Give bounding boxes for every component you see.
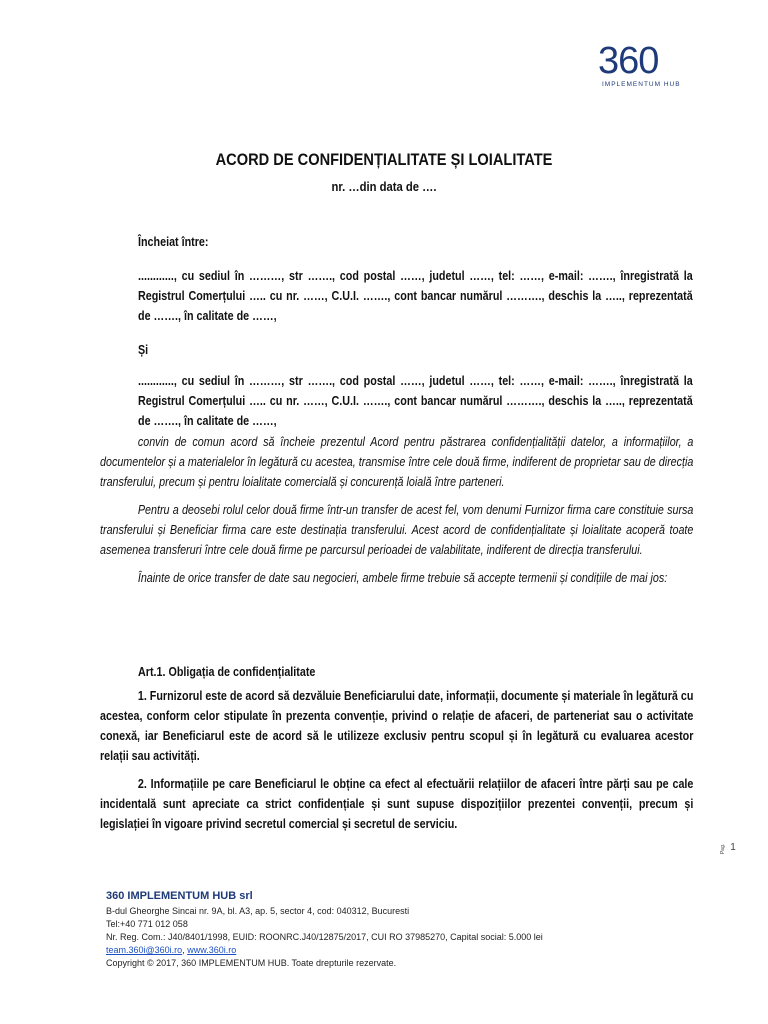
logo-text: 360 xyxy=(598,40,659,82)
agreement-intro xyxy=(100,432,694,588)
article-paragraph: 1. Furnizorul este de acord să dezvăluie Beneficiarului date, informații, documente și materiale în legătură cu acestea, conform celor stipulate în prezenta convenție, privind o relație de afaceri, de parteneriat sau o activitate conexă, iar Beneficiarul este de acord să le utilizeze exclusiv pentru scopul și în legătură cu evaluarea acestor relații sau activități. xyxy=(100,689,694,763)
footer-registration: Nr. Reg. Com.: J40/8401/1998, EUID: ROONRC.J40/12875/2017, CUI RO 37985270, Capital social: 5.000 lei xyxy=(106,932,543,942)
article-paragraph: 2. Informațiile pe care Beneficiarul le obține ca efect al efectuării relațiilor de afaceri între părți sau pe cale incidentală sunt apreciate ca strict confidențiale și sunt supuse dispozițiilor prezentei convenții, precum și legislației în vigoare privind secretul comercial și secretul de serviciu. xyxy=(100,777,694,831)
page-footer xyxy=(106,890,543,970)
footer-website-link[interactable]: www.360i.ro xyxy=(187,945,237,955)
and-label: Și xyxy=(138,343,149,357)
document-subtitle: nr. …din data de …. xyxy=(331,180,437,194)
page-number-value: 1 xyxy=(730,842,736,853)
footer-company: 360 IMPLEMENTUM HUB srl xyxy=(106,890,253,902)
footer-copyright: Copyright © 2017, 360 IMPLEMENTUM HUB. Toate drepturile rezervate. xyxy=(106,958,397,968)
party-2: ............, cu sediul în ………, str ……., cod postal ……, judetul ……, tel: ……, e-mail: ……., înregistrată la Registrul Comerțului ….. cu nr. ……, C.U.I. ……., cont bancar numărul ………., deschis la ….., reprezentată de ……., în calitate de ……, xyxy=(138,374,693,428)
article-body xyxy=(100,686,694,834)
footer-link-separator: , xyxy=(182,945,188,955)
parties-block xyxy=(138,232,693,431)
page-label: Pag. xyxy=(720,843,727,855)
footer-links xyxy=(106,944,543,957)
article-heading: Art.1. Obligația de confidențialitate xyxy=(138,665,316,679)
logo-subtitle: IMPLEMENTUM HUB xyxy=(602,81,681,88)
intro-paragraph: Pentru a deosebi rolul celor două firme într-un transfer de acest fel, vom denumi Furnizor firma care constituie sursa transferului și Beneficiar firma care este destinația transferului. Acest acord de confidențialitate și loialitate acoperă toate asemenea transferuri între cele două firme pe parcursul perioadei de valabilitate, indiferent de direcția transferului. xyxy=(100,503,694,557)
article-title xyxy=(138,662,693,682)
document-title: ACORD DE CONFIDENȚIALITATE ȘI LOIALITATE xyxy=(215,150,553,169)
page-number xyxy=(718,842,736,853)
footer-address: B-dul Gheorghe Sincai nr. 9A, bl. A3, ap. 5, sector 4, cod: 040312, Bucuresti xyxy=(106,906,410,916)
intro-paragraph: convin de comun acord să încheie prezentul Acord pentru păstrarea confidențialității datelor, a informațiilor, a documentelor și a materialelor în legătură cu acestea, transmise între cele două firme, indiferent de proprietar sau de direcția transferului, precum și pentru loialitate comercială și concurență loială între parteneri. xyxy=(100,435,694,489)
intro-label: Încheiat între: xyxy=(138,235,209,249)
footer-phone: Tel:+40 771 012 058 xyxy=(106,919,188,929)
company-logo xyxy=(598,40,684,90)
party-1: ............, cu sediul în ………, str ……., cod postal ……, judetul ……, tel: ……, e-mail: ……., înregistrată la Registrul Comerțului ….. cu nr. ……, C.U.I. ……., cont bancar numărul ………., deschis la ….., reprezentată de ……., în calitate de ……, xyxy=(138,269,693,323)
footer-email-link[interactable]: team.360i@360i.ro xyxy=(106,945,183,955)
intro-paragraph: Înainte de orice transfer de date sau negocieri, ambele firme trebuie să accepte termenii și condițiile de mai jos: xyxy=(137,571,668,585)
